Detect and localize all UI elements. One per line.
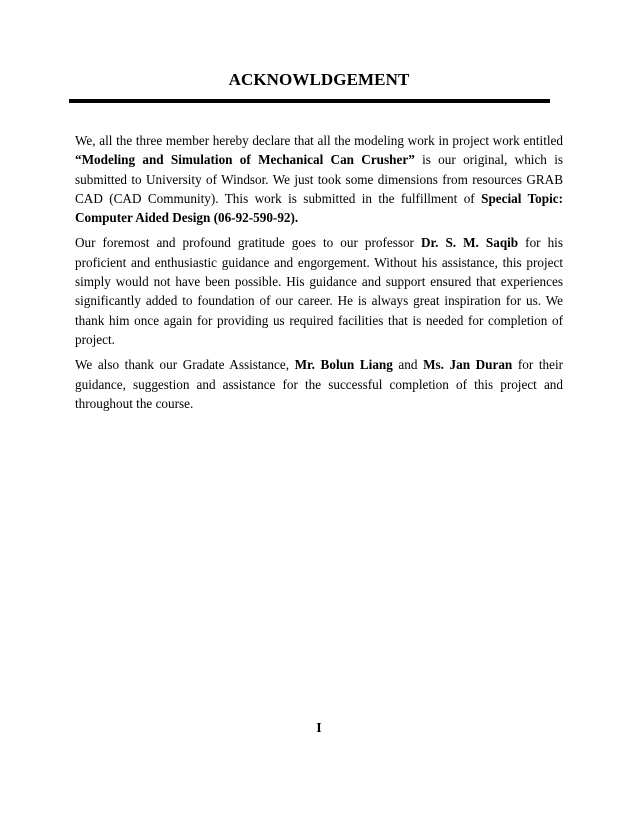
acknowledgement-body <box>75 131 563 419</box>
assistant-name-2: Ms. Jan Duran <box>423 357 513 373</box>
paragraph-text: We, all the three member hereby declare that all the modeling work in project work entitled <box>75 133 563 148</box>
paragraph-text: Our foremost and profound gratitude goes to our professor <box>75 235 421 251</box>
paragraph-text: for his proficient and enthusiastic guidance and engorgement. Without his assistance, this project simply would not have been possible. His guidance and support ensured that experiences significantly added to foundation of our career. He is always great inspiration for us. We thank him once again for providing us required facilities that is needed for completion of project. <box>75 235 563 347</box>
paragraph-declaration <box>75 131 563 227</box>
professor-name: Dr. S. M. Saqib <box>420 235 519 251</box>
project-title: “Modeling and Simulation of Mechanical Can Crusher” <box>75 152 415 168</box>
page-title: ACKNOWLDGEMENT <box>228 70 410 89</box>
paragraph-text: and <box>392 357 424 373</box>
title-underline-rule <box>69 99 550 103</box>
paragraph-text: for their guidance, suggestion and assistance for the successful completion of this project and throughout the course. <box>75 357 563 411</box>
paragraph-text: is our original, which is submitted to University of Windsor. We just took some dimensions from resources GRAB CAD (CAD Community). This work is submitted in the fulfillment of <box>75 152 563 206</box>
paragraph-text: We also thank our Gradate Assistance, <box>75 357 295 373</box>
paragraph-assistant-thanks <box>75 355 563 413</box>
assistant-name-1: Mr. Bolun Liang <box>294 357 393 373</box>
paragraph-professor-thanks <box>75 233 563 349</box>
page-number: I <box>316 721 322 736</box>
course-name: Special Topic: Computer Aided Design (06-92-590-92). <box>75 190 563 226</box>
